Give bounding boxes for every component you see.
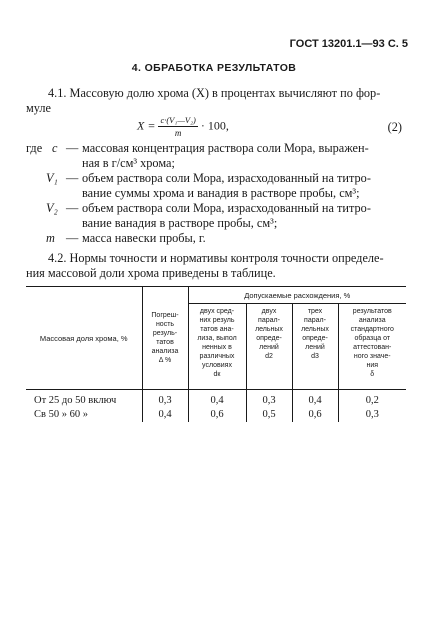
definition-symbol: V₁ [46,171,58,185]
table-cell: 0,4 [188,394,246,408]
table-cell: 0,6 [292,408,338,422]
definition-dash: — [66,201,79,215]
paragraph-4-1-line-2: муле [26,101,51,115]
definition-symbol: m [46,231,55,245]
formula-number: (2) [387,120,402,134]
definition-symbol: c [52,141,58,155]
table-cell: 0,5 [246,408,292,422]
definition-text-cont: вание ванадия в растворе пробы, см³; [82,216,278,230]
paragraph-4-1-line-1: 4.1. Массовую долю хрома (X) в процентах вычисляют по фор- [48,86,381,100]
accuracy-norms-table [26,286,406,422]
definition-text: массовая концентрация раствора соли Мора, выражен- [82,141,369,155]
definition-text-cont: вание суммы хрома и ванадия в растворе пробы, см³; [82,186,360,200]
table-cell: 0,6 [188,408,246,422]
paragraph-4-2-line-1: 4.2. Нормы точности и нормативы контроля точности определе- [48,251,384,265]
table-row [26,394,406,408]
table-row-label: От 25 до 50 включ [34,394,117,406]
table-header-mass-fraction: Массовая доля хрома, % [26,287,142,390]
table-cell: 0,3 [142,394,188,408]
table-header-mean-results: двух сред- них резуль татов ана- лиза, выпол ненных в различных условиях dк [188,304,246,390]
table-header-tolerances: Допускаемые расхождения, % [188,287,406,304]
table-header-three-parallel: трех парал- лельных опреде- лений d3 [292,304,338,390]
table-header-reference-sample: результатов анализа стандартного образца от аттестован- ного значе- ния δ [338,304,406,390]
formula-fraction [158,115,197,138]
definition-dash: — [66,171,79,185]
section-title: 4. ОБРАБОТКА РЕЗУЛЬТАТОВ [131,62,297,74]
definition-dash: — [66,141,79,155]
formula-lhs: X = [137,118,156,133]
formula-denominator: m [174,128,182,138]
formula-tail: · 100, [200,118,229,133]
definition-text: масса навески пробы, г. [82,231,206,245]
definition-symbol: V₂ [46,201,58,215]
table-cell: 0,4 [142,408,188,422]
table-row [26,408,406,422]
table-row-label: Св 50 » 60 » [34,408,88,420]
table-cell: 0,3 [338,408,406,422]
definition-text: объем раствора соли Мора, израсходованный на титро- [82,201,371,215]
definition-text: объем раствора соли Мора, израсходованный на титро- [82,171,371,185]
table-cell: 0,3 [246,394,292,408]
definition-where: где [26,141,43,155]
formula-numerator: c·(V₁—V₂) [160,115,196,125]
paragraph-4-2-line-2: ния массовой доли хрома приведены в таблице. [26,266,276,280]
running-head: ГОСТ 13201.1—93 С. 5 [289,38,408,50]
table-cell: 0,4 [292,394,338,408]
table-header-error: Погреш- ность резуль- татов анализа Δ % [142,287,188,390]
definition-text-cont: ная в г/см³ хрома; [82,156,175,170]
definition-dash: — [66,231,79,245]
table-cell: 0,2 [338,394,406,408]
table-header-two-parallel: двух парал- лельных опреде- лений d2 [246,304,292,390]
formula-2 [137,115,229,138]
